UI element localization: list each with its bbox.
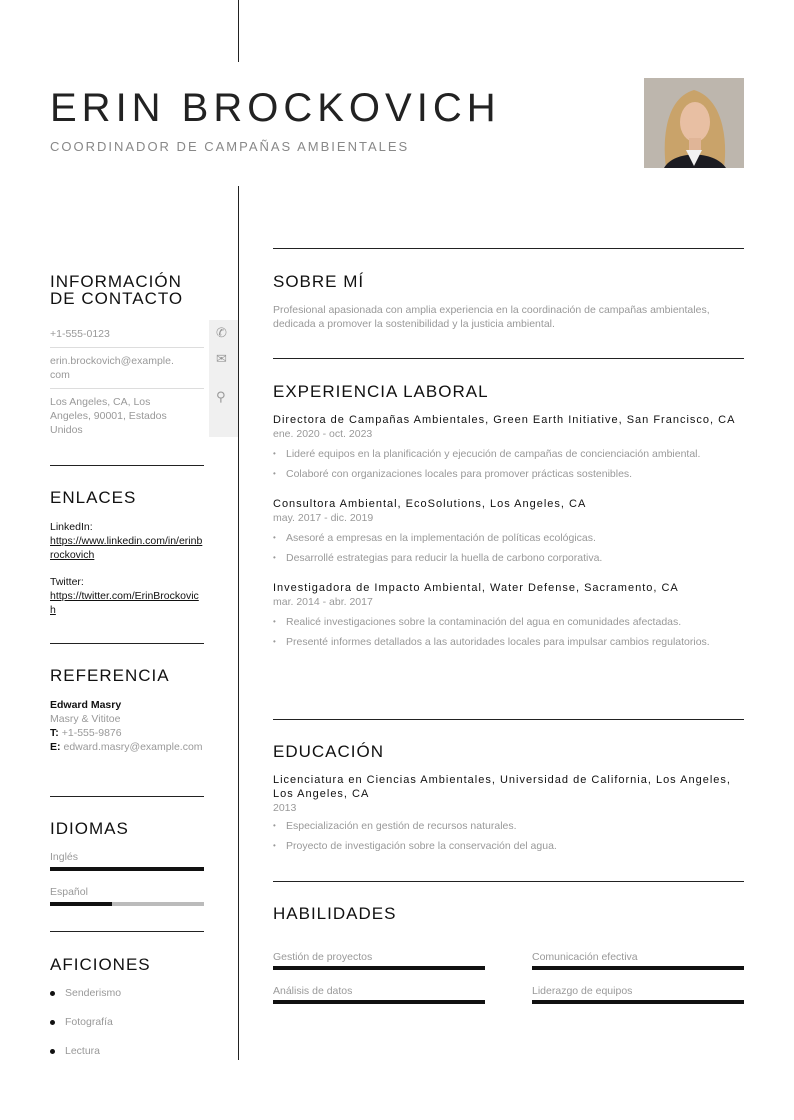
candidate-title: COORDINADOR DE CAMPAÑAS AMBIENTALES — [50, 139, 410, 154]
job-title: Consultora Ambiental, EcoSolutions, Los Angeles, CA — [273, 498, 587, 510]
reference-phone: +1-555-9876 — [61, 727, 122, 739]
education-year: 2013 — [273, 802, 297, 814]
linkedin-link[interactable]: https://www.linkedin.com/in/erinbrockovich — [50, 535, 203, 561]
job-dates: ene. 2020 - oct. 2023 — [273, 428, 373, 440]
divider — [273, 719, 744, 720]
job-entry — [273, 497, 744, 565]
languages-section — [50, 820, 204, 906]
about-text: Profesional apasionada con amplia experiencia en la coordinación de campañas ambientales, dedicada a promover la sostenibilidad y la justicia ambiental. — [273, 304, 710, 330]
level-fill — [273, 1000, 485, 1004]
level-fill — [532, 1000, 744, 1004]
education-heading: EDUCACIÓN — [273, 742, 385, 761]
language-name: Español — [50, 886, 88, 898]
job-dates: may. 2017 - dic. 2019 — [273, 512, 374, 524]
contact-phone[interactable]: +1-555-0123 — [50, 328, 110, 340]
link-label: Twitter: — [50, 576, 84, 588]
reference-heading: REFERENCIA — [50, 666, 170, 685]
hobbies-section — [50, 956, 204, 1074]
language-name: Inglés — [50, 851, 79, 863]
link-label: LinkedIn: — [50, 521, 93, 533]
candidate-name: ERIN BROCKOVICH — [50, 86, 501, 130]
skill-level-bar — [273, 1000, 485, 1004]
reference-name: Edward Masry — [50, 699, 122, 711]
contact-icons — [209, 320, 238, 437]
job-bullet: • Colaboré con organizaciones locales para promover prácticas sostenibles. — [273, 467, 744, 481]
reference-company: Masry & Vititoe — [50, 713, 121, 725]
education-bullet: • Proyecto de investigación sobre la conservación del agua. — [273, 839, 744, 853]
experience-heading: EXPERIENCIA LABORAL — [273, 382, 489, 401]
divider — [50, 643, 204, 644]
skills-heading: HABILIDADES — [273, 904, 397, 923]
skill-level-bar — [532, 966, 744, 970]
level-fill — [50, 902, 112, 906]
skill-name: Comunicación efectiva — [532, 951, 638, 963]
hobby-item: Fotografía — [50, 1016, 204, 1045]
divider — [273, 881, 744, 882]
skill-level-bar — [273, 966, 485, 970]
divider — [50, 796, 204, 797]
skill-level-bar — [532, 1000, 744, 1004]
about-heading: SOBRE MÍ — [273, 272, 365, 291]
language-level-bar — [50, 867, 204, 871]
about-section — [273, 273, 744, 331]
education-section — [273, 743, 744, 853]
reference-section — [50, 667, 204, 754]
email-label: E: — [50, 741, 61, 753]
level-fill — [532, 966, 744, 970]
hobbies-heading: AFICIONES — [50, 955, 151, 974]
links-section — [50, 489, 204, 617]
reference-email: edward.masry@example.com — [63, 741, 203, 753]
contact-address: Los Angeles, CA, Los Angeles, 90001, Estados Unidos — [50, 396, 167, 436]
contact-section — [50, 273, 204, 443]
job-bullet: • Presenté informes detallados a las autoridades locales para impulsar cambios regulatorios. — [273, 635, 744, 649]
skill-name: Gestión de proyectos — [273, 951, 373, 963]
job-bullet: • Realicé investigaciones sobre la contaminación del agua en comunidades afectadas. — [273, 615, 744, 629]
skills-section — [273, 905, 744, 1004]
twitter-link[interactable]: https://twitter.com/ErinBrockovich — [50, 590, 199, 616]
job-title: Investigadora de Impacto Ambiental, Water Defense, Sacramento, CA — [273, 582, 679, 594]
phone-icon: ✆ — [216, 326, 227, 341]
divider — [50, 931, 204, 932]
divider-top — [238, 0, 239, 62]
job-bullet: • Lideré equipos en la planificación y ejecución de campañas de concienciación ambiental. — [273, 447, 744, 461]
job-entry — [273, 413, 744, 481]
profile-photo — [644, 78, 744, 168]
job-bullet: • Asesoré a empresas en la implementación de políticas ecológicas. — [273, 531, 744, 545]
job-dates: mar. 2014 - abr. 2017 — [273, 596, 373, 608]
degree-title: Licenciatura en Ciencias Ambientales, Universidad de California, Los Angeles, Los Angeles, CA — [273, 774, 731, 800]
skill-name: Liderazgo de equipos — [532, 985, 633, 997]
contact-heading: INFORMACIÓN DE CONTACTO — [50, 272, 184, 308]
language-level-bar — [50, 902, 204, 906]
experience-section — [273, 383, 744, 649]
divider-main — [238, 186, 239, 1060]
level-fill — [50, 867, 204, 871]
divider — [50, 465, 204, 466]
job-title: Directora de Campañas Ambientales, Green Earth Initiative, San Francisco, CA — [273, 414, 736, 426]
level-fill — [273, 966, 485, 970]
contact-email[interactable]: erin.brockovich@example.com — [50, 355, 174, 381]
phone-label: T: — [50, 727, 59, 739]
envelope-icon: ✉ — [216, 352, 227, 367]
map-pin-icon: ⚲ — [216, 390, 226, 405]
job-bullet: • Desarrollé estrategias para reducir la huella de carbono corporativa. — [273, 551, 744, 565]
hobby-item: Senderismo — [50, 987, 204, 1016]
hobby-item: Lectura — [50, 1045, 204, 1074]
education-bullet: • Especialización en gestión de recursos naturales. — [273, 819, 744, 833]
divider — [273, 358, 744, 359]
links-heading: ENLACES — [50, 488, 137, 507]
divider — [273, 248, 744, 249]
job-entry — [273, 581, 744, 649]
skill-name: Análisis de datos — [273, 985, 353, 997]
languages-heading: IDIOMAS — [50, 819, 129, 838]
